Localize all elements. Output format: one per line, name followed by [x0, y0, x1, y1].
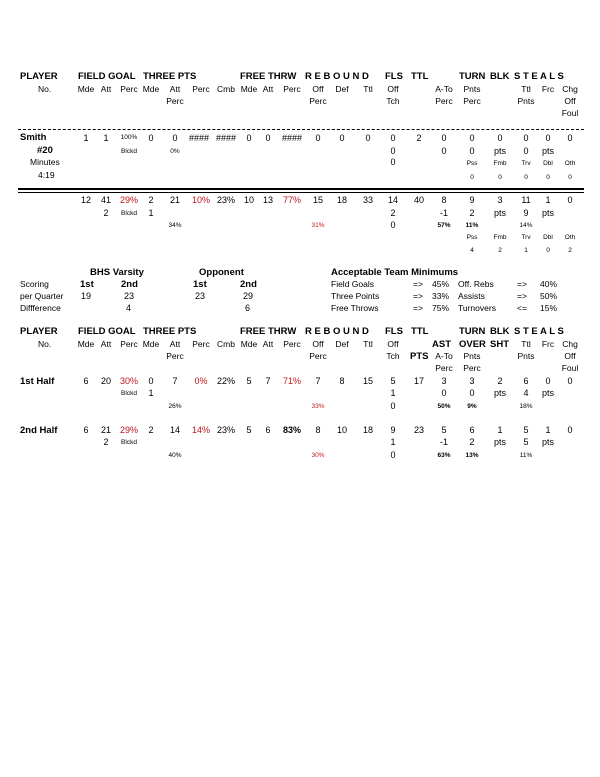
h1-ft-att: 7 — [265, 376, 271, 386]
h1-st-frc: 0 — [545, 376, 551, 386]
min-arrow-2: <= — [517, 303, 527, 313]
h2-ast: 5 — [441, 425, 447, 435]
difference-label: Diffference — [20, 303, 61, 313]
h2-fg-perc: 29% — [119, 425, 139, 435]
h1-turn-perc: 9% — [467, 403, 477, 410]
smith-tp-att: 0 — [172, 133, 178, 143]
header-tp-perc: Perc — [192, 84, 210, 94]
h1-ast-2: 0 — [441, 388, 447, 398]
smith-st-frc-2: pts — [541, 146, 555, 156]
h1-fg-mde: 6 — [83, 376, 89, 386]
total-pts: 40 — [413, 195, 425, 205]
min-value-2: 50% — [540, 291, 558, 301]
smith-fls: 0 — [390, 133, 396, 143]
total-turn-perc: 11% — [465, 222, 479, 229]
smith-pss-label: Pss — [466, 160, 478, 167]
minutes-label: Minutes — [30, 157, 60, 167]
h2-fls-2: 1 — [390, 437, 396, 447]
h1-tp-perc-3: 26% — [168, 403, 182, 410]
total-ft-att: 13 — [262, 195, 274, 205]
bhs-q2: 23 — [124, 291, 135, 301]
header-sht: SHT — [490, 339, 509, 350]
header-steals: S T E A L S — [514, 326, 564, 337]
header-st-off: Off — [564, 351, 576, 361]
smith-oth-label: Oth — [564, 160, 576, 167]
min-label-2: Turnovers — [458, 303, 496, 313]
header-rebound: R E B O U N D — [305, 71, 369, 82]
h2-tp-perc-3: 40% — [168, 452, 182, 459]
h1-tp-perc: 0% — [194, 376, 208, 386]
min-arrow: => — [413, 279, 423, 289]
header-rebound: R E B O U N D — [305, 326, 369, 337]
smith-turn-2: 0 — [469, 146, 475, 156]
header-reb-ttl: Ttl — [363, 84, 373, 94]
h2-tp-mde: 2 — [148, 425, 154, 435]
total-cmb: 23% — [216, 195, 236, 205]
bhs-varsity-heading: BHS Varsity — [90, 267, 144, 278]
h2-ast-2: -1 — [439, 437, 449, 447]
min-value: 75% — [432, 303, 450, 313]
total-tp-perc: 10% — [191, 195, 211, 205]
smith-blckd: Blckd — [121, 148, 137, 155]
h2-turn-perc: 13% — [465, 452, 479, 459]
smith-trv-label: Trv — [521, 160, 531, 167]
header-reb-off: Off — [312, 339, 324, 349]
header-tp-att-perc: Perc — [166, 96, 184, 106]
header-fg-mde: Mde — [77, 339, 95, 349]
header-ft-mde: Mde — [240, 339, 258, 349]
header-three-pts: THREE PTS — [143, 71, 197, 82]
h2-ft-perc: 83% — [282, 425, 302, 435]
header-ato: A-To — [435, 351, 453, 361]
header-st-pnts: Pnts — [517, 351, 535, 361]
total-st-ttl: 11 — [521, 195, 531, 205]
h2-fg-att: 21 — [100, 425, 112, 435]
per-quarter-label: per Quarter — [20, 291, 64, 301]
header-st-foul: Foul — [561, 108, 579, 118]
half-label: 1st Half — [20, 376, 55, 387]
divider-total-bottom — [18, 192, 584, 193]
h1-reb-def: 8 — [339, 376, 345, 386]
smith-pts: 2 — [416, 133, 422, 143]
total-turn-pts: pts — [493, 208, 507, 218]
player-number: #20 — [37, 145, 53, 156]
h2-ft-att: 6 — [265, 425, 271, 435]
total-st-perc: 14% — [519, 222, 533, 229]
header-st-off: Off — [564, 96, 576, 106]
h2-st-ttl-2: 5 — [523, 437, 529, 447]
smith-fls-2: 0 — [390, 146, 396, 156]
smith-trv: 0 — [524, 174, 528, 181]
minutes-value: 4:19 — [38, 170, 55, 180]
header-fls-tch: Tch — [386, 96, 400, 106]
h1-cmb: 22% — [216, 376, 236, 386]
h1-ast: 3 — [441, 376, 447, 386]
total-ast-perc: 57% — [437, 222, 451, 229]
total-tp-perc-3: 34% — [168, 222, 182, 229]
header-turn-pnts: Pnts — [463, 351, 481, 361]
opp-q1: 23 — [195, 291, 206, 301]
min-arrow: => — [413, 291, 423, 301]
total-fls-2: 2 — [390, 208, 396, 218]
total-fg-perc: 29% — [119, 195, 139, 205]
h1-fg-att: 20 — [100, 376, 112, 386]
opponent-heading: Opponent — [199, 267, 244, 278]
h2-reb-off: 8 — [315, 425, 321, 435]
min-arrow-2: => — [517, 291, 527, 301]
smith-ft-att: 0 — [265, 133, 271, 143]
h2-tp-att: 14 — [169, 425, 181, 435]
h1-tp-mde: 0 — [148, 376, 154, 386]
header-field-goal: FIELD GOAL — [78, 326, 136, 337]
header-tp-att: Att — [169, 339, 181, 349]
min-value-2: 40% — [540, 279, 558, 289]
smith-st-ttl-2: 0 — [523, 146, 529, 156]
h1-pts: 17 — [413, 376, 425, 386]
header-ft-att: Att — [262, 84, 274, 94]
total-dbl: 0 — [546, 247, 550, 254]
header-reb-def: Def — [335, 339, 349, 349]
total-tp-mde-2: 1 — [148, 208, 154, 218]
h2-st-frc-2: pts — [541, 437, 555, 447]
header-player: PLAYER — [20, 326, 58, 337]
h1-fls-2: 1 — [390, 388, 396, 398]
h1-turn: 3 — [469, 376, 475, 386]
h2-blk: 1 — [497, 425, 503, 435]
header-turn: TURN — [459, 71, 486, 82]
total-fmb: 2 — [498, 247, 502, 254]
smith-pss: 0 — [470, 174, 474, 181]
header-reb-off-perc: Perc — [309, 351, 327, 361]
header-over: OVER — [459, 339, 486, 350]
total-trv: 1 — [524, 247, 528, 254]
h2-ast-perc: 63% — [437, 452, 451, 459]
h2-cmb: 23% — [216, 425, 236, 435]
bhs-q1: 19 — [81, 291, 92, 301]
header-no: No. — [38, 339, 52, 349]
header-tp-att: Att — [169, 84, 181, 94]
header-fls-off: Off — [387, 339, 399, 349]
h1-fls-3: 0 — [390, 401, 396, 411]
h1-st-ttl: 6 — [523, 376, 529, 386]
header-reb-off: Off — [312, 84, 324, 94]
header-pts: PTS — [410, 351, 429, 362]
h2-turn: 6 — [469, 425, 475, 435]
h2-blckd: Blckd — [121, 439, 137, 446]
min-label: Free Throws — [331, 303, 379, 313]
total-fls-3: 0 — [390, 220, 396, 230]
h2-pts: 23 — [413, 425, 425, 435]
total-oth: 2 — [568, 247, 572, 254]
divider-total-top — [18, 188, 584, 190]
h1-ft-mde: 5 — [246, 376, 252, 386]
header-free-thrw: FREE THRW — [240, 71, 297, 82]
total-turn-2: 2 — [469, 208, 475, 218]
opp-q2: 29 — [243, 291, 254, 301]
opp-2nd: 2nd — [240, 279, 257, 290]
scoring-label: Scoring — [20, 279, 49, 289]
total-blckd: Blckd — [121, 210, 137, 217]
header-turn-perc: Perc — [463, 363, 481, 373]
header-reb-ttl: Ttl — [363, 339, 373, 349]
h2-ft-mde: 5 — [246, 425, 252, 435]
bhs-2nd: 2nd — [121, 279, 138, 290]
total-fls: 14 — [387, 195, 399, 205]
total-pss: 4 — [470, 247, 474, 254]
smith-fmb: 0 — [498, 174, 502, 181]
header-ato: A-To — [435, 84, 453, 94]
total-st-frc: 1 — [545, 195, 551, 205]
header-turn: TURN — [459, 326, 486, 337]
header-ast: AST — [432, 339, 451, 350]
opp-diff: 6 — [245, 303, 251, 313]
min-value-2: 15% — [540, 303, 558, 313]
smith-st-ttl: 0 — [523, 133, 529, 143]
smith-tp-perc: #### — [188, 133, 210, 143]
total-reb-off: 15 — [312, 195, 324, 205]
total-reb-off-perc: 31% — [311, 222, 325, 229]
total-dbl-label: Dbl — [543, 234, 553, 241]
smith-blk: 0 — [497, 133, 503, 143]
header-ast-perc: Perc — [435, 96, 453, 106]
h1-reb-ttl: 15 — [362, 376, 374, 386]
total-fg-mde: 12 — [80, 195, 92, 205]
header-field-goal: FIELD GOAL — [78, 71, 136, 82]
header-fls-off: Off — [387, 84, 399, 94]
total-reb-ttl: 33 — [362, 195, 374, 205]
header-three-pts: THREE PTS — [143, 326, 197, 337]
header-free-thrw: FREE THRW — [240, 326, 297, 337]
h2-fls: 9 — [390, 425, 396, 435]
header-fg-mde: Mde — [77, 84, 95, 94]
h2-st-frc: 1 — [545, 425, 551, 435]
total-ft-perc: 77% — [282, 195, 302, 205]
header-player: PLAYER — [20, 71, 58, 82]
header-turn-pnts: Pnts — [463, 84, 481, 94]
h2-tp-perc: 14% — [191, 425, 211, 435]
h1-tp-att: 7 — [172, 376, 178, 386]
header-cmb: Cmb — [217, 84, 235, 94]
smith-fls-3: 0 — [390, 157, 396, 167]
header-fg-att: Att — [100, 84, 112, 94]
h2-st-chg: 0 — [567, 425, 573, 435]
h1-ast-perc: 50% — [437, 403, 451, 410]
h2-turn-pts: pts — [493, 437, 507, 447]
h2-st-perc: 11% — [519, 452, 533, 459]
h1-turn-2: 0 — [469, 388, 475, 398]
smith-ast: 0 — [441, 133, 447, 143]
header-st-pnts: Pnts — [517, 96, 535, 106]
header-steals: S T E A L S — [514, 71, 564, 82]
total-ast-2: -1 — [439, 208, 449, 218]
h2-turn-2: 2 — [469, 437, 475, 447]
smith-reb-def: 0 — [339, 133, 345, 143]
header-tp-mde: Mde — [142, 84, 160, 94]
header-fg-att: Att — [100, 339, 112, 349]
h1-reb-off: 7 — [315, 376, 321, 386]
smith-fg-mde: 1 — [83, 133, 89, 143]
smith-st-frc: 0 — [545, 133, 551, 143]
header-turn-perc: Perc — [463, 96, 481, 106]
bhs-1st: 1st — [80, 279, 94, 290]
h1-st-perc: 18% — [519, 403, 533, 410]
h1-st-frc-2: pts — [541, 388, 555, 398]
smith-st-chg: 0 — [567, 133, 573, 143]
header-st-frc: Frc — [541, 339, 555, 349]
header-fg-perc: Perc — [120, 84, 138, 94]
total-pss-label: Pss — [466, 234, 478, 241]
h1-st-ttl-2: 4 — [523, 388, 529, 398]
h2-reb-ttl: 18 — [362, 425, 374, 435]
smith-reb-ttl: 0 — [365, 133, 371, 143]
total-fg-att-2: 2 — [103, 208, 109, 218]
h2-fg-mde: 6 — [83, 425, 89, 435]
total-ast: 8 — [441, 195, 447, 205]
header-st-chg: Chg — [562, 339, 578, 349]
h1-blckd: Blckd — [121, 390, 137, 397]
smith-fg-att: 1 — [103, 133, 109, 143]
header-ft-perc: Perc — [283, 339, 301, 349]
total-fg-att: 41 — [100, 195, 112, 205]
smith-ft-mde: 0 — [246, 133, 252, 143]
total-fmb-label: Fmb — [493, 234, 507, 241]
h1-st-chg: 0 — [567, 376, 573, 386]
smith-reb-off: 0 — [315, 133, 321, 143]
header-ft-mde: Mde — [240, 84, 258, 94]
total-trv-label: Trv — [521, 234, 531, 241]
header-st-ttl: Ttl — [521, 339, 531, 349]
header-ft-perc: Perc — [283, 84, 301, 94]
total-turn: 9 — [469, 195, 475, 205]
total-tp-mde: 2 — [148, 195, 154, 205]
min-label-2: Off. Rebs — [458, 279, 494, 289]
smith-ast-2: 0 — [441, 146, 447, 156]
header-st-frc: Frc — [541, 84, 555, 94]
smith-ft-perc: #### — [281, 133, 303, 143]
minimums-title: Acceptable Team Minimums — [331, 267, 459, 278]
h1-tp-mde-2: 1 — [148, 388, 154, 398]
header-ft-att: Att — [262, 339, 274, 349]
h1-fg-perc: 30% — [119, 376, 139, 386]
header-reb-off-perc: Perc — [309, 96, 327, 106]
total-ft-mde: 10 — [243, 195, 255, 205]
h1-turn-pts: pts — [493, 388, 507, 398]
smith-tp-perc2: 0% — [170, 148, 180, 155]
header-ttl: TTL — [411, 71, 429, 82]
smith-dbl: 0 — [546, 174, 550, 181]
header-st-foul: Foul — [561, 363, 579, 373]
player-name: Smith — [20, 132, 47, 143]
min-value: 45% — [432, 279, 450, 289]
h1-fls: 5 — [390, 376, 396, 386]
divider-dashed — [18, 129, 584, 130]
header-fls-tch: Tch — [386, 351, 400, 361]
total-tp-att: 21 — [169, 195, 181, 205]
h2-reb-def: 10 — [336, 425, 348, 435]
h2-st-ttl: 5 — [523, 425, 529, 435]
h2-reb-off-perc: 30% — [311, 452, 325, 459]
header-ttl: TTL — [411, 326, 429, 337]
header-fg-perc: Perc — [120, 339, 138, 349]
h1-reb-off-perc: 33% — [311, 403, 325, 410]
smith-dbl-label: Dbl — [543, 160, 553, 167]
min-arrow-2: => — [517, 279, 527, 289]
h2-fg-att-2: 2 — [103, 437, 109, 447]
header-tp-perc: Perc — [192, 339, 210, 349]
header-blk: BLK — [490, 326, 510, 337]
header-fls: FLS — [385, 71, 403, 82]
h1-blk: 2 — [497, 376, 503, 386]
smith-turn: 0 — [469, 133, 475, 143]
header-no: No. — [38, 84, 52, 94]
header-tp-mde: Mde — [142, 339, 160, 349]
opp-1st: 1st — [193, 279, 207, 290]
h1-ft-perc: 71% — [282, 376, 302, 386]
bhs-diff: 4 — [126, 303, 132, 313]
header-ast-perc: Perc — [435, 363, 453, 373]
header-fls: FLS — [385, 326, 403, 337]
smith-oth: 0 — [568, 174, 572, 181]
smith-turn-pts: pts — [493, 146, 507, 156]
total-reb-def: 18 — [336, 195, 348, 205]
total-st-ttl-2: 9 — [523, 208, 529, 218]
min-value: 33% — [432, 291, 450, 301]
total-st-chg: 0 — [567, 195, 573, 205]
min-label: Three Points — [331, 291, 380, 301]
smith-fg-perc: 100% — [120, 134, 138, 141]
min-label: Field Goals — [331, 279, 374, 289]
smith-cmb: #### — [215, 133, 237, 143]
smith-fmb-label: Fmb — [493, 160, 507, 167]
h2-fls-3: 0 — [390, 450, 396, 460]
header-st-ttl: Ttl — [521, 84, 531, 94]
total-oth-label: Oth — [564, 234, 576, 241]
min-label-2: Assists — [458, 291, 485, 301]
min-arrow: => — [413, 303, 423, 313]
header-tp-att-perc: Perc — [166, 351, 184, 361]
header-blk: BLK — [490, 71, 510, 82]
half-label: 2nd Half — [20, 425, 58, 436]
total-st-frc-2: pts — [541, 208, 555, 218]
header-st-chg: Chg — [562, 84, 578, 94]
header-cmb: Cmb — [217, 339, 235, 349]
total-blk: 3 — [497, 195, 503, 205]
header-reb-def: Def — [335, 84, 349, 94]
smith-tp-mde: 0 — [148, 133, 154, 143]
